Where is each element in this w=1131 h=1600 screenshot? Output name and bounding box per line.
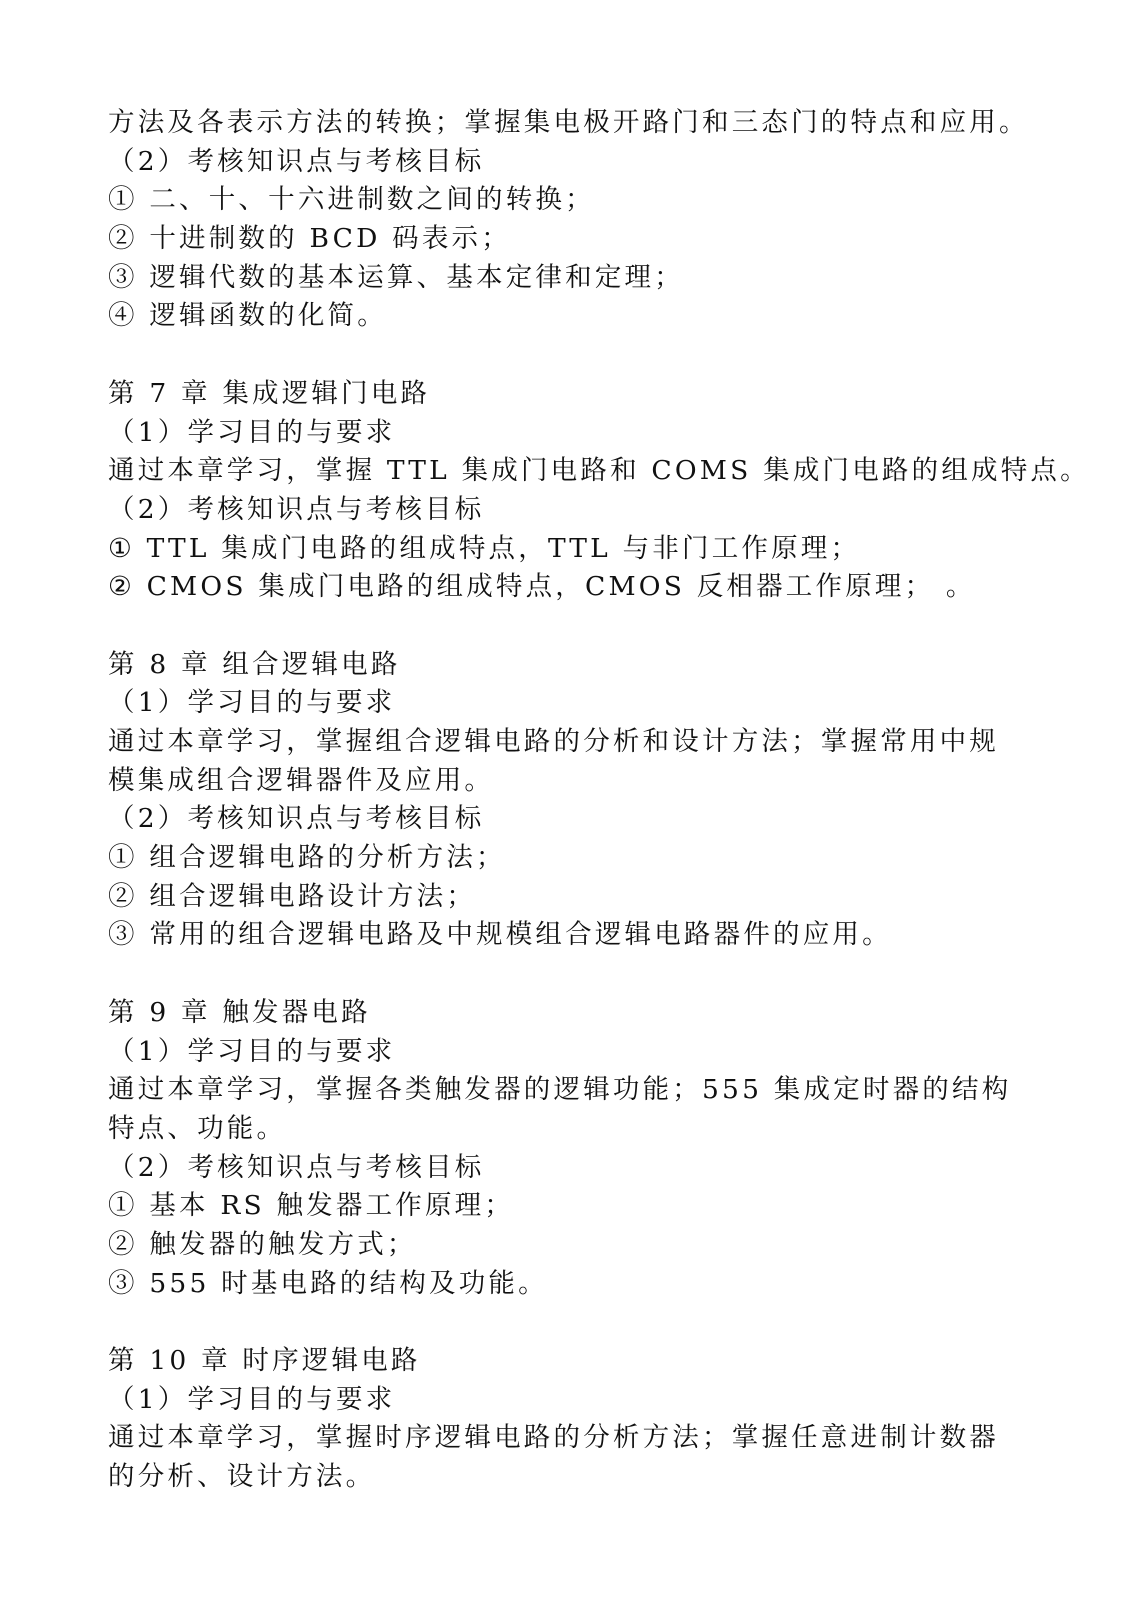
exam-points-heading: （2）考核知识点与考核目标 bbox=[108, 803, 485, 835]
exam-points-heading: （2）考核知识点与考核目标 bbox=[108, 1151, 485, 1183]
list-item: ① 二、十、十六进制数之间的转换； bbox=[108, 184, 595, 216]
chapter-8-title: 第 8 章 组合逻辑电路 bbox=[108, 648, 401, 680]
paragraph-gap bbox=[108, 955, 1018, 994]
chapter-text: 通过本章学习，掌握时序逻辑电路的分析方法；掌握任意进制计数器 bbox=[108, 1422, 999, 1454]
page-content bbox=[108, 104, 1090, 1497]
paragraph-gap bbox=[108, 336, 1018, 375]
list-item: ③ 常用的组合逻辑电路及中规模组合逻辑电路器件的应用。 bbox=[108, 919, 892, 951]
chapter-text: 通过本章学习，掌握各类触发器的逻辑功能；555 集成定时器的结构 bbox=[108, 1074, 1012, 1106]
list-item: ③ 555 时基电路的结构及功能。 bbox=[108, 1267, 548, 1299]
list-item: ② 十进制数的 BCD 码表示； bbox=[108, 223, 511, 255]
exam-points-heading: （2）考核知识点与考核目标 bbox=[108, 145, 485, 177]
list-item: ① 基本 RS 触发器工作原理； bbox=[108, 1190, 515, 1222]
exam-points-heading: （2）考核知识点与考核目标 bbox=[108, 493, 485, 525]
list-item: ① TTL 集成门电路的组成特点，TTL 与非门工作原理； bbox=[108, 532, 861, 564]
learning-goals-heading: （1）学习目的与要求 bbox=[108, 1383, 396, 1415]
chapter-text: 通过本章学习，掌握组合逻辑电路的分析和设计方法；掌握常用中规 bbox=[108, 726, 999, 757]
list-item: ② CMOS 集成门电路的组成特点，CMOS 反相器工作原理； 。 bbox=[108, 571, 976, 603]
list-item: ① 组合逻辑电路的分析方法； bbox=[108, 842, 506, 874]
learning-goals-heading: （1）学习目的与要求 bbox=[108, 687, 396, 719]
chapter-10-title: 第 10 章 时序逻辑电路 bbox=[108, 1345, 421, 1376]
list-item: ② 组合逻辑电路设计方法； bbox=[108, 880, 477, 912]
chapter-text: 的分析、设计方法。 bbox=[108, 1461, 376, 1493]
chapter-7-title: 第 7 章 集成逻辑门电路 bbox=[108, 377, 431, 409]
chapter-9-title: 第 9 章 触发器电路 bbox=[108, 996, 371, 1028]
list-item: ③ 逻辑代数的基本运算、基本定律和定理； bbox=[108, 261, 684, 293]
chapter-text: 模集成组合逻辑器件及应用。 bbox=[108, 764, 495, 796]
intro-text: 方法及各表示方法的转换；掌握集电极开路门和三态门的特点和应用。 bbox=[108, 107, 1029, 138]
chapter-text: 特点、功能。 bbox=[108, 1112, 287, 1144]
paragraph-gap bbox=[108, 607, 1018, 646]
paragraph-gap bbox=[108, 1303, 1018, 1342]
learning-goals-heading: （1）学习目的与要求 bbox=[108, 416, 396, 448]
list-item: ④ 逻辑函数的化简。 bbox=[108, 300, 387, 332]
list-item: ② 触发器的触发方式； bbox=[108, 1228, 417, 1260]
chapter-text: 通过本章学习，掌握 TTL 集成门电路和 COMS 集成门电路的组成特点。 bbox=[108, 455, 1090, 487]
learning-goals-heading: （1）学习目的与要求 bbox=[108, 1035, 396, 1067]
